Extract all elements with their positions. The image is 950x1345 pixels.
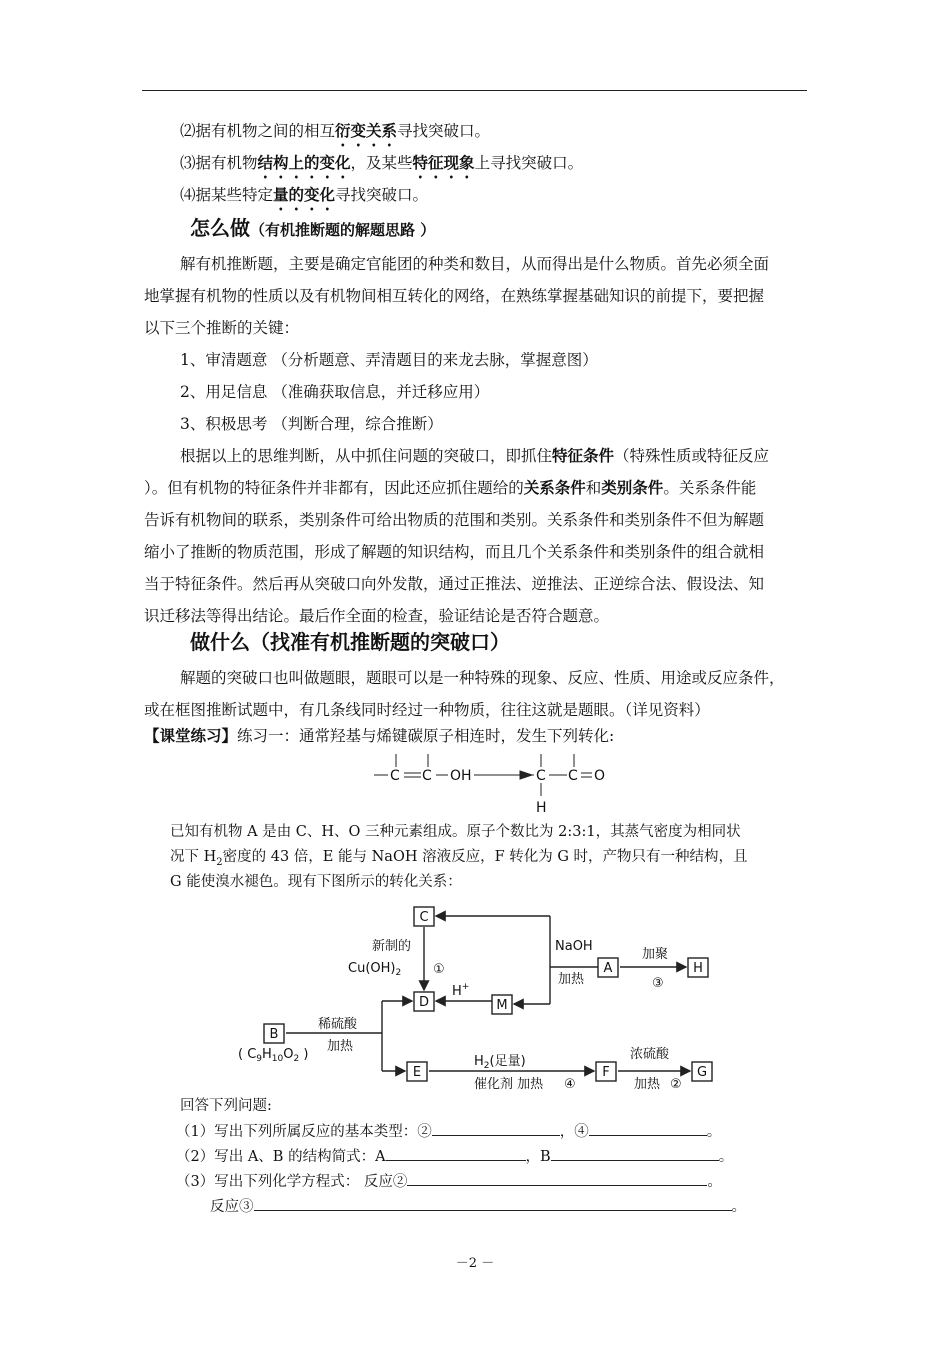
reaction-flowchart (230, 900, 730, 1100)
label-heat-2: 加热 (327, 1039, 354, 1054)
label-conc-acid: 浓硫酸 (630, 1047, 670, 1062)
box-e-label: E (412, 1065, 422, 1080)
question-3b: 反应③ 。 (210, 1195, 746, 1217)
what-paragraph-line: 解题的突破口也叫做题眼，题眼可以是一种特殊的现象、反应、性质、用途或反应条件， (180, 669, 785, 687)
formula-atom-o: O (594, 768, 606, 784)
box-g-label: G (696, 1065, 708, 1080)
practice-intro: 【课堂练习】练习一：通常羟基与烯键碳原子相连时，发生下列转化: (144, 726, 615, 745)
label-circle-3: ③ (652, 976, 664, 991)
answer-blank-a[interactable] (386, 1145, 526, 1161)
what-heading: 做什么（找准有机推断题的突破口） (190, 630, 510, 654)
tautomer-formula (360, 748, 620, 816)
method-line-3: ⑶据有机物结构上的变化，及某些特征现象上寻找突破口。 (180, 153, 584, 172)
header-rule (142, 90, 807, 91)
question-1: （1）写出下列所属反应的基本类型：② ，④ 。 (176, 1120, 721, 1142)
question-2: （2）写出 A、B 的结构简式：A ，B 。 (176, 1145, 733, 1167)
how-heading: 怎么做（有机推断题的解题思路 ） (190, 216, 436, 240)
formula-atom-c: C (390, 768, 400, 784)
how-paragraph2-line: 缩小了推断的物质范围，形成了解题的知识结构，而且几个关系条件和类别条件的组合就相 (144, 543, 765, 561)
box-b-label: B (269, 1027, 279, 1042)
how-paragraph2-line: 根据以上的思维判断，从中抓住问题的突破口，即抓住特征条件（特殊性质或特征反应 (180, 446, 770, 465)
key-item: 3、积极思考 （判断合理，综合推断） (180, 415, 443, 433)
how-paragraph2-line: 告诉有机物间的联系，类别条件可给出物质的范围和类别。关系条件和类别条件不但为解题 (144, 511, 765, 529)
question-3: （3）写出下列化学方程式： 反应② 。 (176, 1170, 722, 1192)
given-line: G 能使溴水褪色。现有下图所示的转化关系： (170, 874, 462, 890)
label-dilute-acid: 稀硫酸 (318, 1017, 358, 1032)
box-a-label: A (603, 961, 613, 976)
label-cuoh2: $Cu(OH)_2$ (348, 961, 402, 978)
answer-blank-b[interactable] (551, 1145, 719, 1161)
box-f-label: F (602, 1065, 610, 1080)
label-circle-1: ① (433, 962, 445, 977)
how-paragraph-line: 解有机推断题，主要是确定官能团的种类和数目，从而得出是什么物质。首先必须全面 (180, 255, 770, 273)
formula-atom-c: C (422, 768, 432, 784)
given-line: 况下 $H_2$密度的 43 倍，E 能与 NaOH 溶液反应，F 转化为 G 时，产物只有一种结构，且 (170, 849, 748, 868)
page-number: －2 － (455, 1256, 495, 1271)
box-h-label: H (693, 961, 703, 976)
label-h2-excess: $H_2$(足量) (474, 1054, 526, 1071)
method-line-2: ⑵据有机物之间的相互衍变关系寻找突破口。 (180, 121, 491, 140)
label-catalyst-heat: 催化剂 加热 (474, 1077, 544, 1092)
box-m-label: M (496, 998, 508, 1013)
formula-atom-h: H (536, 800, 547, 816)
formula-atom-c: C (568, 768, 578, 784)
answer-blank-reaction-3[interactable] (254, 1195, 732, 1211)
label-circle-4: ④ (564, 1077, 576, 1092)
label-circle-2: ② (670, 1077, 682, 1092)
answer-blank-4[interactable] (589, 1120, 707, 1136)
answer-blank-reaction-2[interactable] (407, 1170, 707, 1186)
label-fresh: 新制的 (372, 939, 412, 954)
label-heat-1: 加热 (558, 972, 585, 987)
what-paragraph-line: 或在框图推断试题中，有几条线同时经过一种物质，往往这就是题眼。（详见资料） (144, 701, 710, 719)
box-d-label: D (418, 995, 430, 1010)
label-h-plus: H+ (452, 982, 470, 999)
label-b-formula: ( $C_9H_{10}O_2$ ) (238, 1047, 309, 1064)
method-line-4: ⑷据某些特定量的变化寻找突破口。 (180, 185, 429, 204)
label-heat-3: 加热 (634, 1077, 661, 1092)
how-paragraph-line: 以下三个推断的关键： (144, 319, 300, 337)
formula-group-oh: OH (450, 768, 472, 784)
how-paragraph2-line: ）。但有机物的特征条件并非都有，因此还应抓住题给的关系条件和类别条件。关系条件能 (144, 478, 757, 497)
key-item: 1、审清题意 （分析题意、弄清题目的来龙去脉，掌握意图） (180, 351, 598, 369)
how-paragraph2-line: 识迁移法等得出结论。最后作全面的检查，验证结论是否符合题意。 (144, 607, 610, 625)
label-naoh: NaOH (555, 939, 593, 954)
given-line: 已知有机物 A 是由 C、H、O 三种元素组成。原子个数比为 2:3:1，其蒸气密度为相同状 (170, 824, 741, 840)
answer-blank-2[interactable] (432, 1120, 560, 1136)
label-polymerize: 加聚 (642, 947, 669, 962)
box-c-label: C (419, 910, 429, 925)
questions-lead: 回答下列问题: (180, 1098, 272, 1114)
how-paragraph2-line: 当于特征条件。然后再从突破口向外发散，通过正推法、逆推法、正逆综合法、假设法、知 (144, 575, 765, 593)
key-item: 2、用足信息 （准确获取信息，并迁移应用） (180, 383, 490, 401)
how-paragraph-line: 地掌握有机物的性质以及有机物间相互转化的网络，在熟练掌握基础知识的前提下，要把握 (144, 287, 765, 305)
formula-atom-c: C (536, 768, 546, 784)
